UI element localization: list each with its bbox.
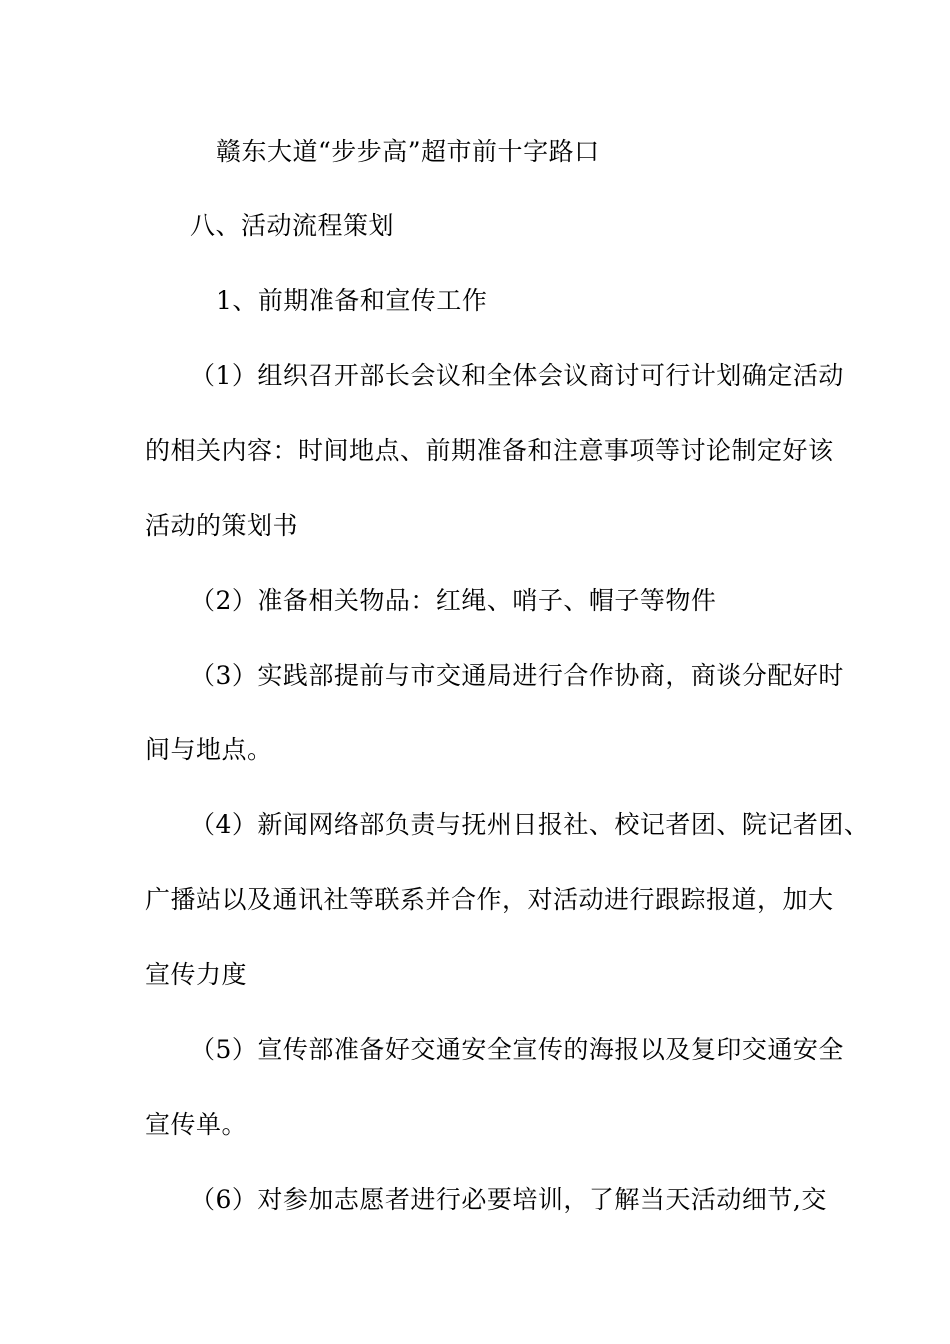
- paragraph-line: （5）宣传部准备好交通安全宣传的海报以及复印交通安全: [190, 1035, 844, 1064]
- paragraph-line: 宣传单。: [145, 1110, 248, 1139]
- paragraph-line: 间与地点。: [145, 735, 273, 764]
- address-line: 赣东大道“步步高”超市前十字路口: [216, 137, 600, 166]
- section-heading: 八、活动流程策划: [190, 211, 395, 240]
- subsection-heading: 1、前期准备和宣传工作: [216, 286, 488, 315]
- paragraph-line: （6）对参加志愿者进行必要培训，了解当天活动细节,交: [190, 1185, 827, 1214]
- paragraph-line: 的相关内容：时间地点、前期准备和注意事项等讨论制定好该: [145, 436, 834, 465]
- paragraph-line: （4）新闻网络部负责与抚州日报社、校记者团、院记者团、: [190, 810, 870, 839]
- paragraph-line: 活动的策划书: [145, 511, 299, 540]
- paragraph-line: （3）实践部提前与市交通局进行合作协商，商谈分配好时: [190, 661, 844, 690]
- paragraph-line: （2）准备相关物品：红绳、哨子、帽子等物件: [190, 586, 717, 615]
- paragraph-line: 宣传力度: [145, 960, 248, 989]
- paragraph-line: 广播站以及通讯社等联系并合作，对活动进行跟踪报道，加大: [145, 885, 834, 914]
- paragraph-line: （1）组织召开部长会议和全体会议商讨可行计划确定活动: [190, 361, 844, 390]
